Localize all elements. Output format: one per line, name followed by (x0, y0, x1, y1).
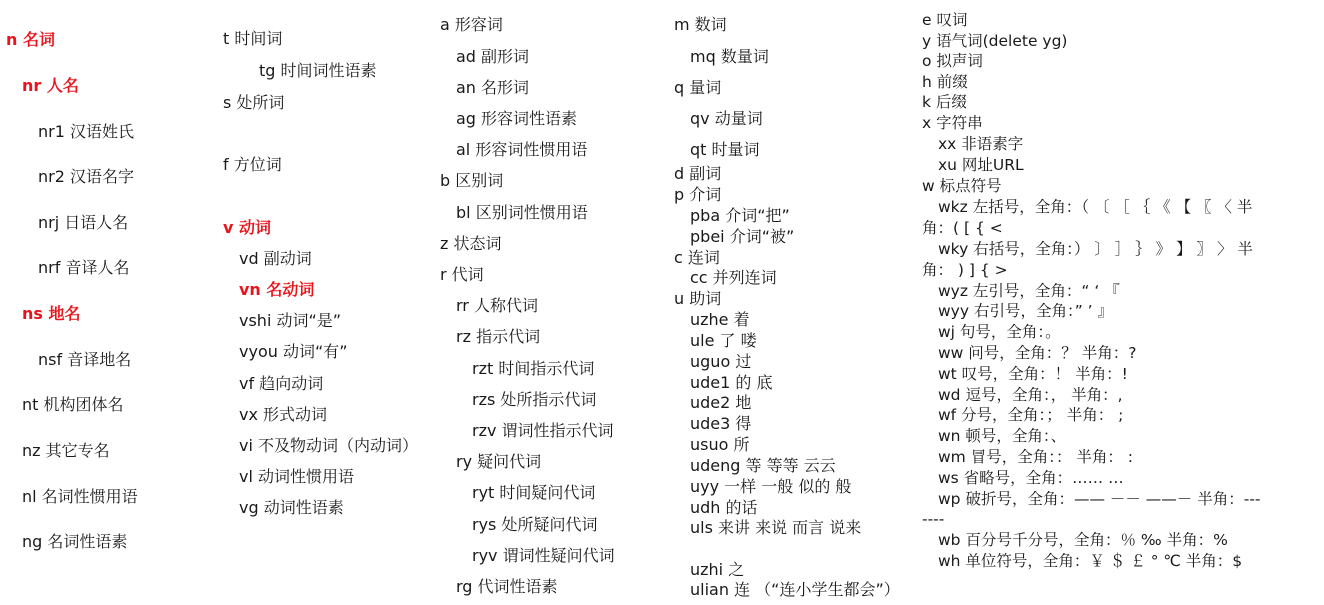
list-item: pbei 介词“被” (690, 227, 795, 246)
list-item: a 形容词 (440, 15, 503, 34)
list-item: h 前缀 (922, 73, 968, 91)
list-item: rzs 处所指示代词 (472, 390, 597, 409)
list-item: qv 动量词 (690, 109, 763, 128)
list-item: ---- (922, 510, 945, 528)
list-item: r 代词 (440, 265, 484, 284)
list-item: ude3 得 (690, 414, 752, 433)
list-item: vl 动词性惯用语 (239, 467, 355, 486)
list-item: mq 数量词 (690, 47, 769, 66)
list-item: xu 网址URL (938, 156, 1024, 174)
list-item: x 字符串 (922, 114, 983, 132)
list-item: vx 形式动词 (239, 405, 328, 424)
list-item: f 方位词 (223, 155, 282, 174)
list-item: ad 副形词 (456, 47, 530, 66)
list-item: wb 百分号千分号，全角：％ ‰ 半角：% (938, 531, 1228, 549)
list-item: vyou 动词“有” (239, 342, 348, 361)
list-item: o 拟声词 (922, 52, 983, 70)
list-item: k 后缀 (922, 93, 967, 111)
list-item: vshi 动词“是” (239, 311, 342, 330)
list-item: rzt 时间指示代词 (472, 359, 595, 378)
list-item: wd 逗号，全角：， 半角：, (938, 386, 1123, 404)
list-item: wh 单位符号，全角：￥ ＄ ￡ ° ℃ 半角：$ (938, 552, 1243, 570)
list-item: nrf 音译人名 (38, 258, 130, 277)
list-item: y 语气词(delete yg) (922, 32, 1068, 50)
list-item: m 数词 (674, 15, 727, 34)
list-item: vf 趋向动词 (239, 374, 324, 393)
list-item: uzhe 着 (690, 310, 750, 329)
list-item: wt 叹号，全角：！ 半角：! (938, 365, 1128, 383)
list-item: xx 非语素字 (938, 135, 1024, 153)
list-item: qt 时量词 (690, 140, 760, 159)
list-item: rys 处所疑问代词 (472, 515, 598, 534)
list-item: nz 其它专名 (22, 441, 110, 460)
list-item: usuo 所 (690, 435, 750, 454)
list-item: wj 句号，全角：。 (938, 323, 1061, 341)
list-item: ude1 的 底 (690, 373, 773, 392)
list-item: wm 冒号，全角：： 半角： : (938, 448, 1134, 466)
list-item: udh 的话 (690, 498, 758, 517)
list-item: an 名形词 (456, 78, 530, 97)
list-item: s 处所词 (223, 93, 285, 112)
list-item: 角：( [ { < (922, 219, 1003, 237)
list-item: al 形容词性惯用语 (456, 140, 588, 159)
list-item: wky 右括号，全角：） 〕 ］ ｝ 》 】 〗 〉 半 (938, 240, 1253, 258)
list-item: vn 名动词 (239, 280, 315, 299)
list-item: ry 疑问代词 (456, 452, 542, 471)
list-item: wn 顿号，全角：、 (938, 427, 1067, 445)
list-item: ag 形容词性语素 (456, 109, 578, 128)
list-item: pba 介词“把” (690, 206, 790, 225)
list-item: w 标点符号 (922, 177, 1002, 195)
list-item: nr1 汉语姓氏 (38, 122, 134, 141)
list-item: uyy 一样 一般 似的 般 (690, 477, 852, 496)
list-item: udeng 等 等等 云云 (690, 456, 836, 475)
list-item: e 叹词 (922, 11, 968, 29)
list-item: nt 机构团体名 (22, 395, 124, 414)
list-item: rr 人称代词 (456, 296, 538, 315)
list-item: wyy 右引号，全角：” ’ 』 (938, 302, 1114, 320)
list-item: ulian 连 （“连小学生都会”） (690, 580, 900, 599)
list-item: nr 人名 (22, 76, 79, 95)
list-item: ng 名词性语素 (22, 532, 128, 551)
list-item: n 名词 (6, 30, 55, 49)
list-item: b 区别词 (440, 171, 504, 190)
list-item: p 介词 (674, 185, 722, 204)
list-item: ns 地名 (22, 304, 81, 323)
list-item: ude2 地 (690, 393, 752, 412)
list-item: 角： ) ] { > (922, 261, 1008, 279)
list-item: nrj 日语人名 (38, 213, 129, 232)
list-item: ryv 谓词性疑问代词 (472, 546, 615, 565)
list-item: nsf 音译地名 (38, 350, 132, 369)
list-item: uguo 过 (690, 352, 752, 371)
list-item: tg 时间词性语素 (259, 61, 377, 80)
list-item: d 副词 (674, 164, 722, 183)
list-item: uzhi 之 (690, 560, 745, 579)
list-item: rz 指示代词 (456, 327, 541, 346)
list-item: vg 动词性语素 (239, 498, 344, 517)
list-item: nr2 汉语名字 (38, 167, 134, 186)
list-item: ww 问号，全角：？ 半角：? (938, 344, 1137, 362)
list-item: uls 来讲 来说 而言 说来 (690, 518, 862, 537)
list-item: v 动词 (223, 218, 272, 237)
list-item: wf 分号，全角：； 半角： ; (938, 406, 1124, 424)
list-item: u 助词 (674, 289, 722, 308)
list-item: c 连词 (674, 248, 720, 267)
list-item: wp 破折号，全角：—— －－ ——－ 半角：--- (938, 490, 1261, 508)
list-item: bl 区别词性惯用语 (456, 203, 588, 222)
list-item: cc 并列连词 (690, 268, 777, 287)
list-item: wyz 左引号，全角：“ ‘ 『 (938, 282, 1120, 300)
list-item: rzv 谓词性指示代词 (472, 421, 614, 440)
list-item: nl 名词性惯用语 (22, 487, 138, 506)
list-item: vi 不及物动词（内动词） (239, 436, 419, 455)
list-item: t 时间词 (223, 29, 283, 48)
list-item: z 状态词 (440, 234, 502, 253)
list-item: ws 省略号，全角：…… … (938, 469, 1124, 487)
list-item: vd 副动词 (239, 249, 312, 268)
list-item: q 量词 (674, 78, 722, 97)
list-item: rg 代词性语素 (456, 577, 558, 596)
list-item: ryt 时间疑问代词 (472, 483, 596, 502)
list-item: ule 了 喽 (690, 331, 757, 350)
list-item: wkz 左括号，全角：（ 〔 ［ ｛ 《 【 〖 〈 半 (938, 198, 1253, 216)
